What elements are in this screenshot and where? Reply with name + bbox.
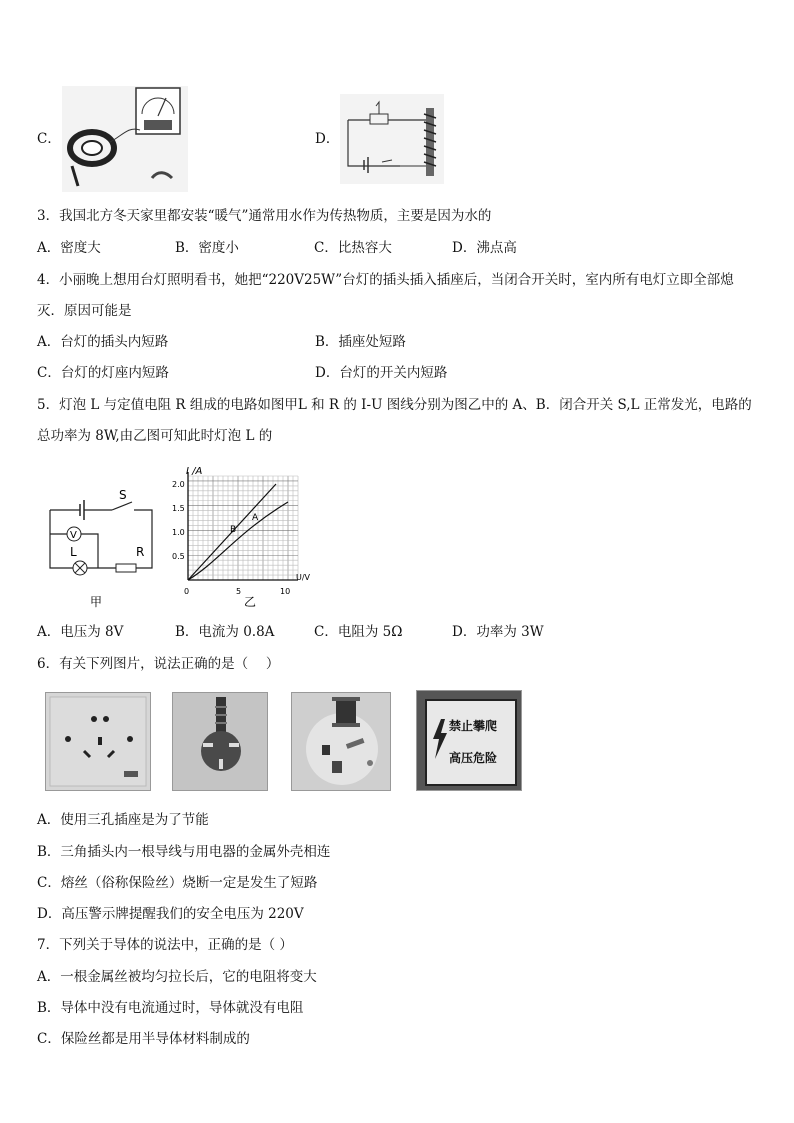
q6-option-a: A．使用三孔插座是为了节能 [37,812,209,828]
q7-stem: 7．下列关于导体的说法中，正确的是（ ） [37,937,293,953]
warning-sign-board [425,699,517,786]
curve-label-a: A [252,513,259,523]
q3-option-c: C．比热容大 [314,240,392,256]
switch-label: S [119,488,127,502]
q5-iu-graph [168,462,318,612]
circuit-caption: 甲 [90,595,103,609]
sign-text-no-climbing: 禁止攀爬 [449,719,498,733]
q4-stem-line1: 4．小丽晚上想用台灯照明看书，她把“220V25W”台灯的插头插入插座后，当闭合开关时，室内所有电灯立即全部熄 [37,272,734,288]
q2-option-d-label: D． [315,131,340,147]
graph-caption: 乙 [244,595,257,609]
q7-option-a: A．一根金属丝被均匀拉长后，它的电阻将变大 [37,969,317,985]
q5-option-b: B．电流为 0.8A [175,624,275,640]
xtick-10: 10 [280,587,291,596]
xtick-0: 0 [184,587,190,596]
q6-option-b: B．三角插头内一根导线与用电器的金属外壳相连 [37,844,331,860]
three-pin-plug-photo [172,692,268,791]
q7-option-b: B．导体中没有电流通过时，导体就没有电阻 [37,1000,304,1016]
ytick-0-5: 0.5 [172,552,185,561]
q4-option-c: C．台灯的灯座内短路 [37,365,169,381]
graph-grid [188,476,298,580]
electromagnet-circuit-diagram [340,94,444,184]
curve-label-b: B [230,525,237,535]
q2-option-d-figure [340,94,444,184]
q3-option-a: A．密度大 [37,240,101,256]
ytick-1-0: 1.0 [172,528,185,537]
iu-graph-svg [168,462,318,612]
q5-option-d: D．功率为 3W [452,624,544,640]
sign-text-high-voltage: 高压危险 [449,751,498,765]
q4-option-b: B．插座处短路 [315,334,406,350]
q7-option-c: C．保险丝都是用半导体材料制成的 [37,1031,250,1047]
three-hole-socket-photo [45,692,151,791]
lamp-label: L [70,545,77,559]
graph-ylabel: I /A [186,466,203,477]
plug-illustration [173,693,267,790]
fuse-wire-photo [291,692,391,791]
q5-circuit-figure [40,488,160,612]
resistor-label: R [136,545,145,559]
circuit-diagram [40,488,160,612]
q3-option-b: B．密度小 [175,240,239,256]
q3-stem: 3．我国北方冬天家里都安装“暖气”通常用水作为传热物质，主要是因为水的 [37,208,492,224]
voltmeter-label: V [70,530,77,541]
lightning-bolt-icon [431,719,449,759]
q5-option-c: C．电阻为 5Ω [314,624,403,640]
galvanometer-coil-illustration [62,86,188,192]
ytick-2-0: 2.0 [172,480,185,489]
q4-option-d: D．台灯的开关内短路 [315,365,448,381]
q5-stem-line2: 总功率为 8W,由乙图可知此时灯泡 L 的 [37,428,273,444]
q2-option-c-figure [62,86,188,192]
fuse-illustration [292,693,390,790]
q3-option-d: D．沸点高 [452,240,517,256]
q4-stem-line2: 灭．原因可能是 [37,303,132,319]
q6-option-d: D．高压警示牌提醒我们的安全电压为 220V [37,906,304,922]
q2-option-c-label: C． [37,131,61,147]
q6-stem: 6．有关下列图片，说法正确的是（ ） [37,656,280,672]
q4-option-a: A．台灯的插头内短路 [37,334,169,350]
q5-stem-line1: 5．灯泡 L 与定值电阻 R 组成的电路如图甲L 和 R 的 I-U 图线分别为图乙中的 A、B．闭合开关 S,L 正常发光，电路的 [37,397,752,413]
high-voltage-warning-sign-photo [416,690,522,791]
socket-illustration [46,693,150,790]
ytick-1-5: 1.5 [172,504,185,513]
q6-option-c: C．熔丝（俗称保险丝）烧断一定是发生了短路 [37,875,318,891]
graph-xlabel: U/V [296,573,311,582]
q5-option-a: A．电压为 8V [37,624,124,640]
xtick-5: 5 [236,587,242,596]
